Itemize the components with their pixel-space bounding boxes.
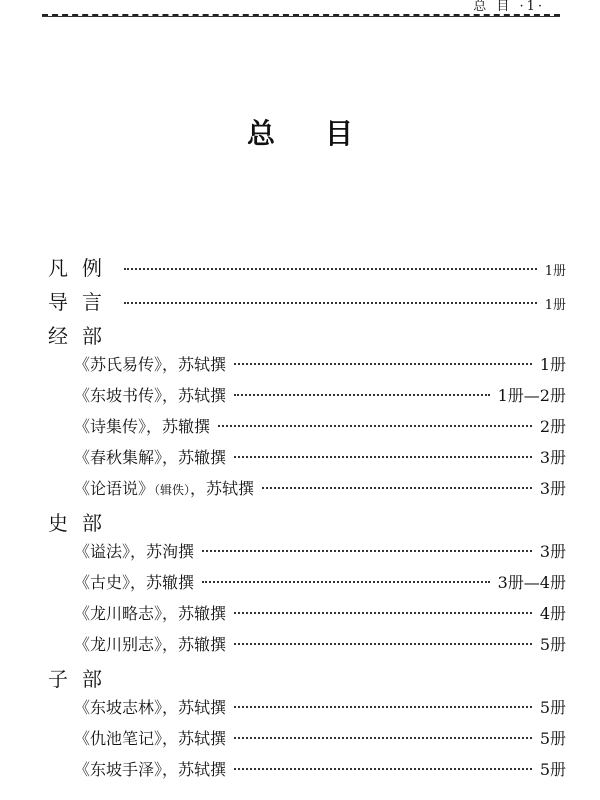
- section-heading-jing: [48, 320, 566, 352]
- section-heading: 子部: [48, 667, 116, 691]
- dot-leader: [202, 581, 490, 583]
- dot-leader: [234, 706, 532, 708]
- dot-leader: [234, 456, 532, 458]
- dot-leader: [218, 425, 532, 427]
- dot-leader: [262, 487, 532, 489]
- toc-entry-title: [74, 476, 254, 499]
- toc-entry-title: 《东坡手泽》，苏轼撰: [74, 760, 227, 779]
- dot-leader: [234, 394, 490, 396]
- dot-leader: [234, 363, 532, 365]
- toc-entry-volume: 1册—2册: [497, 386, 566, 405]
- toc-entry-title: 《谥法》，苏洵撰: [74, 542, 195, 561]
- toc-entry-volume: 5册: [539, 698, 566, 717]
- toc-entry-label: 凡例: [48, 256, 116, 280]
- toc-entry-volume: 5册: [539, 729, 566, 748]
- dot-leader: [234, 643, 532, 645]
- dot-leader: [234, 737, 532, 739]
- running-head: 总 目 ·1·: [473, 0, 545, 14]
- dot-leader: [234, 612, 532, 614]
- toc-entry-volume: 5册: [539, 760, 566, 779]
- toc-entry[interactable]: [48, 352, 566, 383]
- toc-entry[interactable]: [48, 757, 566, 788]
- toc-entry-title: 《春秋集解》，苏辙撰: [74, 448, 227, 467]
- toc-entry-volume: 2册: [539, 417, 566, 436]
- toc-entry[interactable]: [48, 632, 566, 663]
- toc-entry-fanli[interactable]: [48, 252, 566, 286]
- toc-entry-title: 《龙川略志》，苏辙撰: [74, 604, 227, 623]
- section-heading: 史部: [48, 511, 116, 535]
- toc-entry[interactable]: [48, 383, 566, 414]
- toc-entry[interactable]: [48, 726, 566, 757]
- dot-leader: [202, 550, 532, 552]
- toc-entry-title: 《苏氏易传》，苏轼撰: [74, 355, 227, 374]
- page-title: 总目: [246, 117, 403, 150]
- toc-entry-title: 《古史》，苏辙撰: [74, 573, 195, 592]
- toc-entry-title-main: 《论语说》: [74, 479, 155, 498]
- toc-entry-volume: 3册: [539, 479, 566, 498]
- toc-entry[interactable]: [48, 539, 566, 570]
- toc-entry-title: 《东坡书传》，苏轼撰: [74, 386, 227, 405]
- toc-entry-title: 《龙川别志》，苏辙撰: [74, 635, 227, 654]
- toc-entry-title-rest: ，苏轼撰: [190, 479, 255, 498]
- toc-entry-daoyan[interactable]: [48, 286, 566, 320]
- section-heading-zi: [48, 663, 566, 695]
- toc-entry[interactable]: [48, 445, 566, 476]
- toc-entry-volume: 1册: [539, 355, 566, 374]
- section-heading: 经部: [48, 324, 116, 348]
- toc-entry-volume: 1册: [544, 298, 566, 313]
- toc-entry-title: 《诗集传》，苏辙撰: [74, 417, 211, 436]
- toc-entry-volume: 4册: [539, 604, 566, 623]
- toc-entry[interactable]: [48, 414, 566, 445]
- section-heading-shi: [48, 507, 566, 539]
- toc-entry-label: 导言: [48, 290, 116, 314]
- dot-leader: [234, 768, 532, 770]
- toc-entry-volume: 1册: [544, 264, 566, 279]
- toc-entry[interactable]: [48, 695, 566, 726]
- toc-entry-volume: 3册—4册: [497, 573, 566, 592]
- toc-entry-note: （辑佚）: [154, 483, 191, 497]
- table-of-contents: [48, 252, 566, 788]
- toc-entry-title: 《东坡志林》，苏轼撰: [74, 698, 227, 717]
- dot-leader: [124, 268, 537, 270]
- toc-entry[interactable]: [48, 476, 566, 507]
- toc-entry[interactable]: [48, 570, 566, 601]
- toc-entry-volume: 3册: [539, 542, 566, 561]
- toc-entry-volume: 5册: [539, 635, 566, 654]
- header-rule-solid: [42, 16, 560, 17]
- dot-leader: [124, 302, 537, 304]
- toc-entry[interactable]: [48, 601, 566, 632]
- toc-entry-title: 《仇池笔记》，苏轼撰: [74, 729, 227, 748]
- toc-entry-volume: 3册: [539, 448, 566, 467]
